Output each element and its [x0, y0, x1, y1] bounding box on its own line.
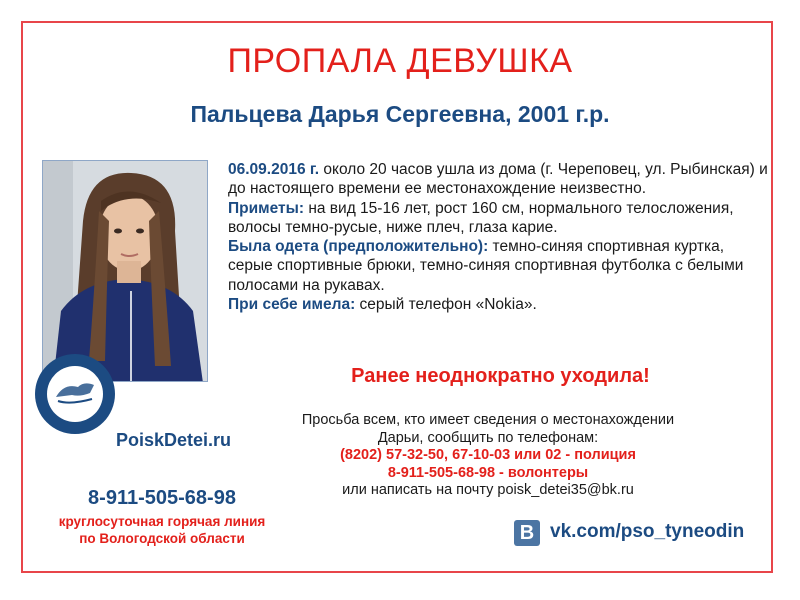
hotline-caption: круглосуточная горячая линия по Вологодской области	[58, 514, 266, 546]
missing-person-name: Пальцева Дарья Сергеевна, 2001 г.р.	[190, 101, 610, 127]
description-block	[228, 160, 773, 314]
seal-logo-icon	[34, 353, 116, 435]
vk-link[interactable]: vk.com/pso_tyneodin	[550, 521, 745, 542]
hotline-phone: 8-911-505-68-98	[88, 487, 236, 509]
contact-request: Просьба всем, кто имеет сведения о местонахождении Дарьи, сообщить по телефонам: (8202) 57-32-50, 67-10-03 или 02 - полиция 8-911-505-68-98 - волонтеры или написать на почту poisk_detei35@bk.ru	[258, 412, 718, 500]
description-paragraph: Приметы: на вид 15-16 лет, рост 160 см, нормального телосложения, волосы темно-русые, ниже плеч, глаза карие.	[228, 199, 734, 236]
poster-title: ПРОПАЛА ДЕВУШКА	[227, 42, 573, 80]
description-paragraph: При себе имела: серый телефон «Nokia».	[228, 296, 537, 314]
description-paragraph: Была одета (предположительно): темно-синяя спортивная куртка, серые спортивные брюки, темно-синяя спортивная футболка с белыми полосами на рукавах.	[228, 238, 744, 294]
email-line: или написать на почту poisk_detei35@bk.ru	[342, 482, 634, 498]
vk-logo-icon: B	[514, 520, 540, 546]
missing-person-photo	[42, 160, 208, 382]
description-paragraph: 06.09.2016 г. около 20 часов ушла из дома (г. Череповец, ул. Рыбинская) и до настоящего времени ее местонахождение неизвестно.	[228, 161, 768, 198]
warning-text: Ранее неоднократно уходила!	[351, 365, 650, 387]
police-phones: (8202) 57-32-50, 67-10-03 или 02 - полиция	[340, 447, 636, 463]
person-photo-icon	[43, 161, 208, 382]
org-site-link[interactable]: PoiskDetei.ru	[116, 430, 232, 450]
org-seal	[34, 353, 116, 435]
volunteer-phone: 8-911-505-68-98 - волонтеры	[387, 464, 589, 481]
